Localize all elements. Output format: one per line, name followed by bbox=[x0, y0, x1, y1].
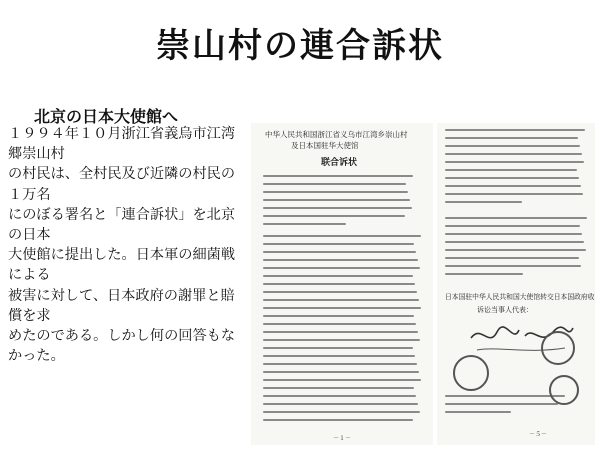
scanned-text-line bbox=[445, 225, 580, 227]
scanned-text-line bbox=[445, 265, 581, 267]
scanned-text-line bbox=[263, 291, 417, 293]
scanned-text-line bbox=[263, 323, 416, 325]
doc1-header-line2: 及日本国驻华大使馆 bbox=[291, 141, 359, 150]
scanned-text-line bbox=[445, 241, 584, 243]
scanned-text-line bbox=[263, 275, 413, 277]
scanned-text-line bbox=[445, 273, 523, 275]
scanned-text-line bbox=[263, 307, 421, 309]
body-text bbox=[8, 124, 244, 366]
scanned-text-line bbox=[445, 411, 511, 413]
scanned-text-line bbox=[263, 371, 419, 373]
body-line: 被害に対して、日本政府の謝罪と賠償を求 bbox=[8, 287, 235, 324]
scanned-text-line bbox=[263, 411, 420, 413]
official-seal-2 bbox=[541, 331, 575, 365]
scanned-text-line bbox=[445, 169, 577, 171]
body-line: 大使館に提出した。日本軍の細菌戦による bbox=[8, 247, 236, 284]
section-subtitle: 北京の日本大使館へ bbox=[34, 107, 179, 126]
scanned-text-line bbox=[445, 145, 580, 147]
scanned-text-line bbox=[263, 395, 416, 397]
body-line: の村民は、全村民及び近隣の村民の１万名 bbox=[8, 166, 236, 203]
scanned-text-line bbox=[263, 299, 419, 301]
scanned-text-line bbox=[263, 363, 417, 365]
doc2-heading-line: 日本国驻中华人民共和国大使馆转交日本国政府收 bbox=[445, 293, 595, 301]
scanned-text-line bbox=[263, 403, 418, 405]
scanned-text-line bbox=[445, 403, 558, 405]
scanned-text-line bbox=[263, 199, 410, 201]
scanned-text-line bbox=[263, 419, 413, 421]
scanned-text-line bbox=[445, 233, 582, 235]
petition-page-5 bbox=[437, 123, 595, 445]
body-line: １９９４年１０月浙江省義烏市江湾郷崇山村 bbox=[8, 126, 236, 163]
scanned-text-line bbox=[263, 283, 415, 285]
scanned-text-line bbox=[445, 137, 578, 139]
doc1-header-line1: 中华人民共和国浙江省义乌市江湾乡崇山村 bbox=[265, 130, 408, 139]
scanned-text-line bbox=[263, 339, 420, 341]
scanned-text-line bbox=[263, 175, 413, 177]
scanned-text-line bbox=[445, 249, 586, 251]
scanned-text-line bbox=[263, 207, 412, 209]
scanned-text-line bbox=[445, 177, 579, 179]
scanned-text-line bbox=[263, 379, 421, 381]
body-line: めたのである。しかし何の回答もなかった。 bbox=[8, 328, 236, 365]
page-title: 崇山村の連合訴状 bbox=[156, 26, 444, 66]
body-line: にのぼる署名と「連合訴状」を北京の日本 bbox=[8, 206, 236, 244]
scanned-text-line bbox=[445, 201, 522, 203]
scanned-text-line bbox=[263, 355, 415, 357]
scanned-text-line bbox=[445, 129, 585, 131]
scanned-text-line bbox=[263, 387, 414, 389]
scanned-text-line bbox=[263, 215, 405, 217]
doc2-page-number: －５－ bbox=[529, 431, 548, 438]
scanned-text-line bbox=[263, 223, 346, 225]
scanned-text-line bbox=[263, 251, 416, 253]
doc1-heading: 联合诉状 bbox=[321, 158, 358, 168]
scanned-text-line bbox=[445, 193, 583, 195]
official-seal-3 bbox=[549, 375, 579, 405]
scanned-text-line bbox=[263, 243, 414, 245]
doc2-signature-label: 诉讼当事人代表： bbox=[477, 306, 533, 314]
doc1-page-number: －１－ bbox=[333, 435, 352, 442]
scanned-text-line bbox=[263, 235, 421, 237]
scanned-text-line bbox=[263, 259, 418, 261]
scanned-text-line bbox=[445, 161, 584, 163]
official-seal-1 bbox=[453, 355, 489, 391]
scanned-text-line bbox=[445, 185, 581, 187]
petition-page-1 bbox=[251, 123, 433, 445]
scanned-text-line bbox=[263, 267, 420, 269]
scanned-text-line bbox=[445, 217, 587, 219]
scanned-text-line bbox=[263, 191, 408, 193]
scanned-text-line bbox=[263, 315, 414, 317]
scanned-text-line bbox=[263, 347, 413, 349]
scanned-text-line bbox=[445, 257, 579, 259]
scanned-text-line bbox=[263, 183, 406, 185]
scanned-text-line bbox=[445, 395, 565, 397]
scanned-text-line bbox=[445, 153, 582, 155]
scanned-text-line bbox=[263, 331, 418, 333]
